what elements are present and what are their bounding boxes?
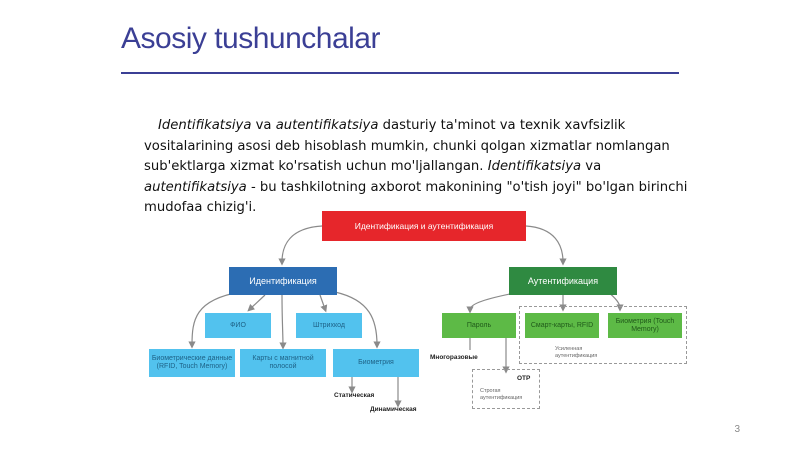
- node-identification: Идентификация: [229, 267, 337, 295]
- node-barcode: Штрихкод: [296, 313, 362, 338]
- label-dynamic: Динамическая: [370, 406, 417, 413]
- node-magnetic-card: Карты с магнитной полосой: [240, 349, 326, 377]
- text-body: dasturiy ta'minot va texnik xavfsizlik vositalarining asosi deb hisoblash mumkin, chunki qolgan xizmatlar nomlangan sub'ektlarga xizmat ko'rsatish uchun mo'ljallangan.: [144, 118, 670, 174]
- node-auth-biometry: Биометрия (Touch Memory): [608, 313, 682, 338]
- slide-title: Asosiy tushunchalar: [121, 22, 380, 55]
- node-smartcard: Смарт-карты, RFID: [525, 313, 599, 338]
- node-id-rfid: Биометрические данные (RFID, Touch Memory): [149, 349, 235, 377]
- node-password: Пароль: [442, 313, 516, 338]
- label-otp: OTP: [517, 375, 531, 382]
- text-conj: va: [251, 118, 276, 133]
- term-autentifikatsiya: autentifikatsiya: [275, 118, 379, 133]
- node-authentication: Аутентификация: [509, 267, 617, 295]
- node-id-biometry: Биометрия: [333, 349, 419, 377]
- label-multi: Многоразовые: [430, 354, 478, 361]
- note-enhanced: Усиленная аутентификация: [555, 346, 598, 359]
- page-number: 3: [734, 424, 740, 435]
- note-strict: Строгая аутентификация: [480, 388, 523, 401]
- term-identifikatsiya-2: Identifikatsiya: [487, 159, 582, 174]
- node-fio: ФИО: [205, 313, 271, 338]
- text-conj-2: va: [581, 159, 602, 174]
- term-autentifikatsiya-2: autentifikatsiya: [144, 179, 247, 195]
- label-static: Статическая: [334, 392, 375, 399]
- term-identifikatsiya: Identifikatsiya: [158, 118, 252, 133]
- node-root: Идентификация и аутентификация: [322, 211, 526, 241]
- text-body-2: - bu tashkilotning axborot makonining "o'tish joyi" bo'lgan birinchi mudofaa chizig'i.: [144, 179, 688, 215]
